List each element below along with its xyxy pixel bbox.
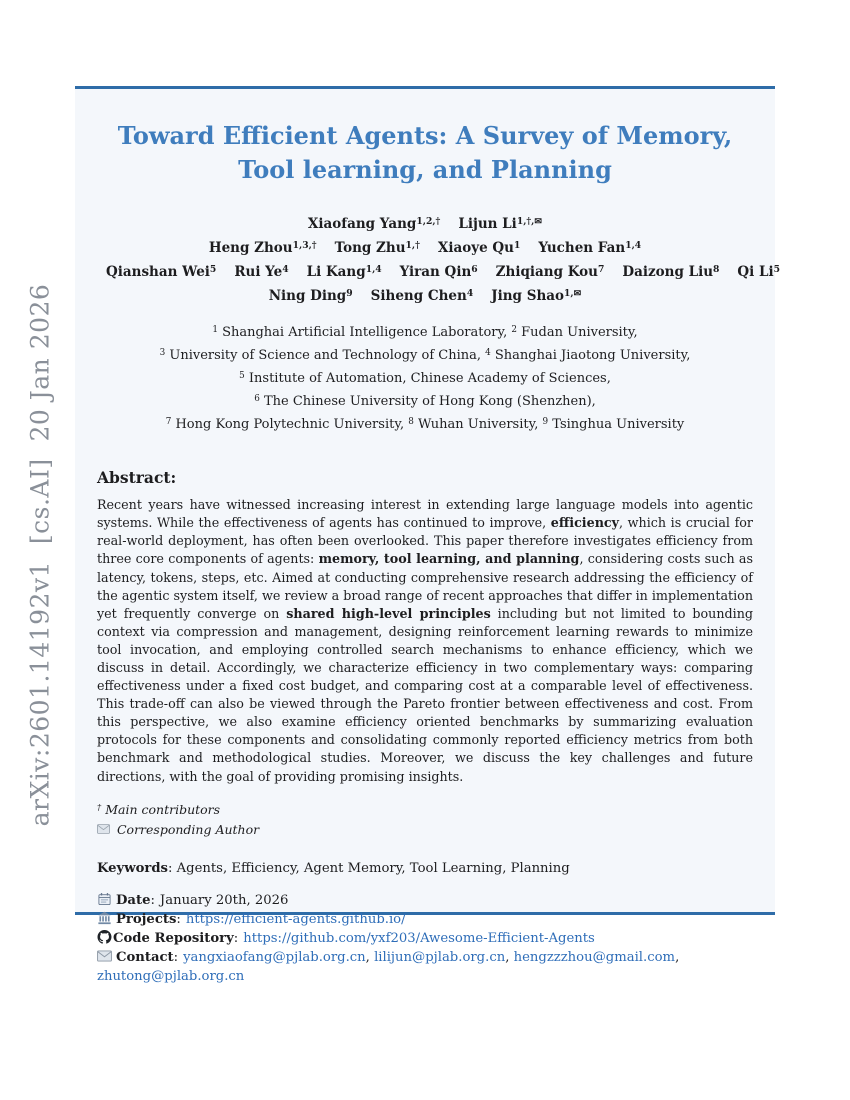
author bbox=[496, 264, 605, 280]
keywords-value: Agents, Efficiency, Agent Memory, Tool Learning, Planning bbox=[176, 860, 570, 876]
text-segment: Shanghai Jiaotong University, bbox=[490, 348, 691, 364]
author bbox=[209, 240, 317, 256]
author-affiliation-sup: 1,†,✉ bbox=[516, 216, 543, 228]
title-line-1: Toward Efficient Agents: A Survey of Memory, bbox=[117, 121, 733, 150]
authors-block bbox=[97, 213, 781, 309]
meta-colon: : bbox=[176, 911, 181, 927]
abstract-heading: Abstract: bbox=[97, 468, 177, 488]
text-segment: including but not limited to bounding context via compression and management, designing reinforcement learning rewards to minimize tool invocation, and employing controlled search mechanisms to enhance efficiency, which we discuss in detail. Accordingly, we characterize efficiency in two complementary ways: comparing effectiveness under a fixed cost budget, and comparing cost at a comparable level of effectiveness. This trade-off can also be viewed through the Pareto frontier between effectiveness and cost. From this perspective, we also examine efficiency oriented benchmarks by summarizing evaluation protocols for these components and consolidating commonly reported efficiency metrics from both benchmark and methodological studies. Moreover, we discuss the key challenges and future directions, with the goal of providing promising insights. bbox=[97, 605, 753, 784]
text-segment: January 20th, 2026 bbox=[159, 892, 289, 908]
text-segment: Wuhan University, bbox=[413, 417, 543, 433]
author bbox=[234, 264, 288, 280]
author-affiliation-sup: 1,4 bbox=[365, 264, 382, 276]
author-affiliation-sup: 5 bbox=[209, 264, 217, 276]
author bbox=[400, 264, 478, 280]
author-name: Yuchen Fan bbox=[538, 240, 626, 257]
author-name: Qianshan Wei bbox=[106, 264, 210, 281]
author-affiliation-sup: 1,3,† bbox=[292, 240, 317, 252]
link[interactable]: lilijun@pjlab.org.cn bbox=[374, 949, 506, 965]
superscript: 2 bbox=[511, 325, 518, 336]
text-segment: memory, tool learning, and planning bbox=[318, 551, 580, 567]
text-segment: , bbox=[675, 949, 680, 965]
author bbox=[622, 264, 719, 280]
text-segment: Hong Kong Polytechnic University, bbox=[171, 417, 409, 433]
author-name: Ning Ding bbox=[268, 288, 347, 305]
author-name: Qi Li bbox=[737, 264, 774, 281]
meta-label: Date bbox=[116, 892, 151, 908]
affiliation-line bbox=[97, 368, 753, 391]
footnote-main-contributors bbox=[97, 801, 753, 822]
link[interactable]: https://efficient-agents.github.io/ bbox=[185, 911, 406, 927]
author bbox=[269, 288, 353, 304]
code-repository-row bbox=[97, 929, 753, 948]
author-name: Daizong Liu bbox=[622, 264, 714, 281]
author-affiliation-sup: 1,2,† bbox=[416, 216, 441, 228]
author bbox=[106, 264, 216, 280]
envelope-icon bbox=[97, 949, 112, 963]
author-name: Rui Ye bbox=[234, 264, 283, 281]
author-affiliation-sup: 1,† bbox=[405, 240, 420, 252]
arxiv-id-sidebar: arXiv:2601.14192v1 [cs.AI] 20 Jan 2026 bbox=[25, 283, 55, 827]
footnote-text: Corresponding Author bbox=[116, 822, 260, 838]
author-name: Xiaoye Qu bbox=[437, 240, 514, 257]
author bbox=[458, 216, 542, 232]
dagger-mark: † bbox=[97, 802, 102, 813]
calendar-icon bbox=[97, 892, 112, 906]
author bbox=[491, 288, 581, 304]
text-segment: Shanghai Artificial Intelligence Laboratory, bbox=[217, 325, 512, 341]
abstract-text bbox=[97, 496, 753, 786]
author-affiliation-sup: 1 bbox=[513, 240, 521, 252]
superscript: 6 bbox=[254, 394, 260, 405]
author-row bbox=[97, 213, 753, 261]
text-segment: , bbox=[505, 949, 514, 965]
author-name: Lijun Li bbox=[458, 216, 517, 233]
contact-row bbox=[97, 948, 753, 986]
superscript: 1 bbox=[212, 325, 218, 336]
projects-value bbox=[186, 912, 406, 927]
text-segment: University of Science and Technology of China, bbox=[165, 348, 486, 364]
author bbox=[371, 288, 474, 304]
envelope-icon bbox=[97, 824, 110, 834]
github-icon bbox=[97, 930, 112, 944]
author-name: Yiran Qin bbox=[399, 264, 472, 281]
author bbox=[538, 240, 641, 256]
superscript: 9 bbox=[542, 417, 549, 428]
text-segment: , considering costs such as latency, tokens, steps, etc. Aimed at conducting comprehensive research addressing the efficiency of the agentic system itself, we review a broad range of recent approaches that differ in implementation yet frequently converge on bbox=[97, 551, 753, 621]
meta-colon: : bbox=[150, 892, 155, 908]
footnotes-block bbox=[97, 801, 753, 840]
keywords-value-separator: : bbox=[167, 860, 177, 876]
author-affiliation-sup: 6 bbox=[471, 264, 478, 276]
link[interactable]: hengzzzhou@gmail.com bbox=[513, 949, 676, 965]
contact-value bbox=[97, 950, 679, 984]
meta-list bbox=[97, 891, 753, 986]
author bbox=[438, 240, 520, 256]
title-line-2: Tool learning, and Planning bbox=[238, 155, 612, 185]
superscript: 4 bbox=[485, 348, 491, 359]
paper-card bbox=[75, 86, 781, 984]
date-value bbox=[160, 893, 288, 908]
author-affiliation-sup: 1,4 bbox=[625, 240, 642, 252]
building-icon bbox=[97, 911, 112, 925]
text-segment: Tsinghua University bbox=[548, 417, 685, 433]
meta-label: Contact bbox=[116, 949, 174, 965]
author-row bbox=[97, 261, 781, 285]
keywords-label: Keywords bbox=[97, 860, 168, 876]
superscript: 8 bbox=[408, 417, 414, 428]
affiliation-line bbox=[97, 414, 753, 437]
meta-label: Code Repository bbox=[113, 930, 234, 946]
author-name: Siheng Chen bbox=[370, 288, 467, 305]
author-affiliation-sup: 7 bbox=[597, 264, 605, 276]
author-name: Jing Shao bbox=[491, 288, 565, 305]
superscript: 7 bbox=[165, 417, 172, 428]
author bbox=[335, 240, 420, 256]
affiliation-line bbox=[97, 345, 753, 368]
author-name: Xiaofang Yang bbox=[307, 216, 417, 233]
author-name: Li Kang bbox=[306, 264, 366, 281]
meta-colon: : bbox=[173, 949, 179, 965]
author bbox=[737, 264, 780, 280]
link[interactable]: yangxiaofang@pjlab.org.cn bbox=[183, 949, 366, 965]
author-name: Heng Zhou bbox=[208, 240, 293, 257]
link[interactable]: https://github.com/yxf203/Awesome-Efficient-Agents bbox=[243, 930, 595, 946]
text-segment: efficiency bbox=[550, 515, 620, 531]
author-affiliation-sup: 9 bbox=[346, 288, 353, 300]
affiliation-line bbox=[97, 322, 753, 345]
affiliation-line bbox=[97, 391, 753, 414]
page-title bbox=[97, 119, 753, 187]
meta-colon: : bbox=[233, 930, 239, 946]
text-segment: The Chinese University of Hong Kong (Shenzhen), bbox=[259, 394, 596, 410]
author-row bbox=[97, 285, 753, 309]
author bbox=[307, 264, 382, 280]
date-row bbox=[97, 891, 753, 910]
keywords-line bbox=[97, 861, 753, 876]
text-segment: , bbox=[365, 949, 375, 965]
author-affiliation-sup: 1,✉ bbox=[564, 288, 582, 300]
text-segment: Institute of Automation, Chinese Academy of Sciences, bbox=[244, 371, 611, 387]
author-affiliation-sup: 4 bbox=[282, 264, 289, 276]
superscript: 3 bbox=[159, 348, 166, 359]
link[interactable]: zhutong@pjlab.org.cn bbox=[97, 968, 245, 984]
affiliations-block bbox=[97, 322, 753, 437]
superscript: 5 bbox=[239, 371, 245, 382]
author-affiliation-sup: 5 bbox=[773, 264, 781, 276]
text-segment: Fudan University, bbox=[517, 325, 638, 341]
text-segment: , which is crucial for real-world deployment, has often been overlooked. This paper therefore investigates efficiency from three core components of agents: bbox=[97, 515, 753, 567]
text-segment: Recent years have witnessed increasing interest in extending large language models into agentic systems. While the effectiveness of agents has continued to improve, bbox=[97, 497, 753, 531]
footnote-text: Main contributors bbox=[105, 801, 221, 817]
projects-row bbox=[97, 910, 753, 929]
footnote-corresponding-author bbox=[97, 821, 753, 840]
code-repository-value bbox=[243, 931, 595, 946]
author-name: Tong Zhu bbox=[334, 240, 406, 257]
author-affiliation-sup: 4 bbox=[466, 288, 474, 300]
author-name: Zhiqiang Kou bbox=[495, 264, 598, 281]
text-segment: shared high-level principles bbox=[286, 605, 491, 621]
author-affiliation-sup: 8 bbox=[713, 264, 720, 276]
author bbox=[308, 216, 440, 232]
meta-label: Projects bbox=[116, 911, 177, 927]
